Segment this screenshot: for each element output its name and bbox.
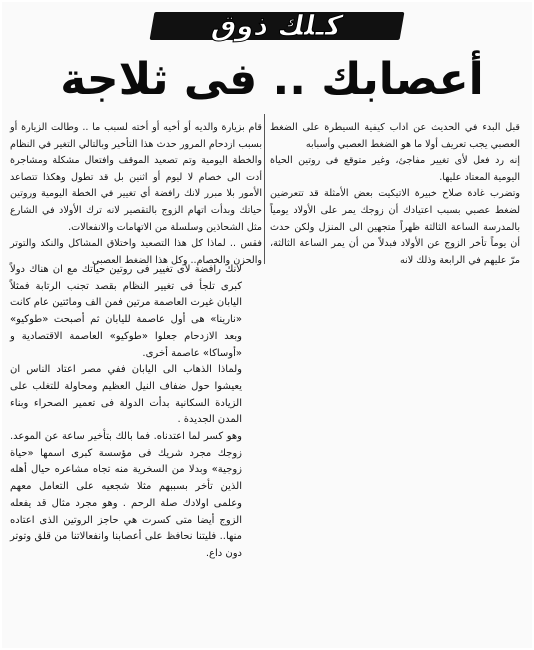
article-column-right [270,120,520,269]
paragraph: وهو كسر لما اعتدناه. فما بالك بتأخير ساعة عن الموعد. زوجك مجرد شريك فى مؤسسة كبرى اسمها «حياة زوجية» وبدلا من السخرية منه تجاه مشاعره حيال أهله الذين تأخر بسببهم مثلا شجعيه على التعامل معهم وعلمى اولادك صلة الرحم . وهو مجرد مثال قد يفعله الزوج أيضا متى كسرت هي حاجز الروتين الذى اعتاده منها.. فليتنا نحافظ على أعصابنا وانفعالاتنا من قلق وتوتر دون داع. [10,431,242,559]
paragraph: وتضرب غادة صلاح خبيرة الاتيكيت بعض الأمثلة قد تتعرضين لضغط عصبي بسبب اعتيادك أن زوجك يمر على الأولاد يومياً بالمدرسة الساعة الثالثة ظهراً متجهين الى المنزل ولكن حدث أن يوماً تأخر الزوج عن الأولاد فبدلاً من أن يمر الساعة الثالثة، مرّ عليهم في الرابعة وذلك لانه [270,188,520,266]
paragraph: لانك رافضة لأى تغيير فى روتين حياتك مع ان هناك دولاً كبرى تلجأ فى تغيير النظام بقصد تجنب الرتابة فمثلاً اليابان غيرت العاصمة مرتين فمن الف ومائتين عام كانت «نارينا» هى أول عاصمة لليابان ثم أصبحت «طوكيو» وبعد الازدحام جعلوا «طوكيو» العاصمة الاقتصادية و «أوساكا» عاصمة أخرى. [10,264,242,359]
newspaper-clipping [2,2,532,648]
paragraph: إنه رد فعل لأى تغيير مفاجئ، وغير متوقع فى روتين الحياة اليومية المعتاد عليها. [270,155,520,183]
paragraph: فقس .. لماذا كل هذا التصعيد واختلاق المشاكل والنكد والتوتر والحزن والخصام.. وكل هذا الضغط العصبي [10,238,262,266]
section-masthead [152,6,402,44]
article-column-left-bottom [10,262,242,563]
masthead-title: كـلك ذوق [209,8,345,42]
article-column-left-top [10,120,262,269]
paragraph: قبل البدء في الحديث عن اداب كيفية السيطرة على الضغط العصبي يجب تعريف أولا ما هو الضغط العصبي وأسبابه [270,122,520,150]
article-headline: أعصابك .. فى ثلاجة [60,54,484,105]
column-divider [264,114,265,264]
paragraph: قام بزيارة والديه أو أخيه أو أخته لسبب ما .. وطالت الزيارة أو بسبب ازدحام المرور حدث هذا التأخير وبالتالي التغير في النظام والخطة اليومية وتم تصعيد الموقف وافتعال مشكلة ومشاجرة أدت الى خصام لا ليوم أو اثنين بل قد تطول وهكذا تتصاعد الأمور بلا مبرر لانك رافضة أي تغيير في الخطة اليومية وروتين حياتك وبدأت اتهام الزوج بالتقصير لانه ترك الأولاد في الشارع مثل الشحاذين وسلسلة من الاتهامات والانفعالات. [10,122,262,233]
paragraph: ولماذا الذهاب الى اليابان ففي مصر اعتاد الناس ان يعيشوا حول ضفاف النيل العظيم ومحاولة للتغلب على الزيادة السكانية بدأت الدولة فى تعمير الصحراء وبناء المدن الجديدة . [10,364,242,426]
